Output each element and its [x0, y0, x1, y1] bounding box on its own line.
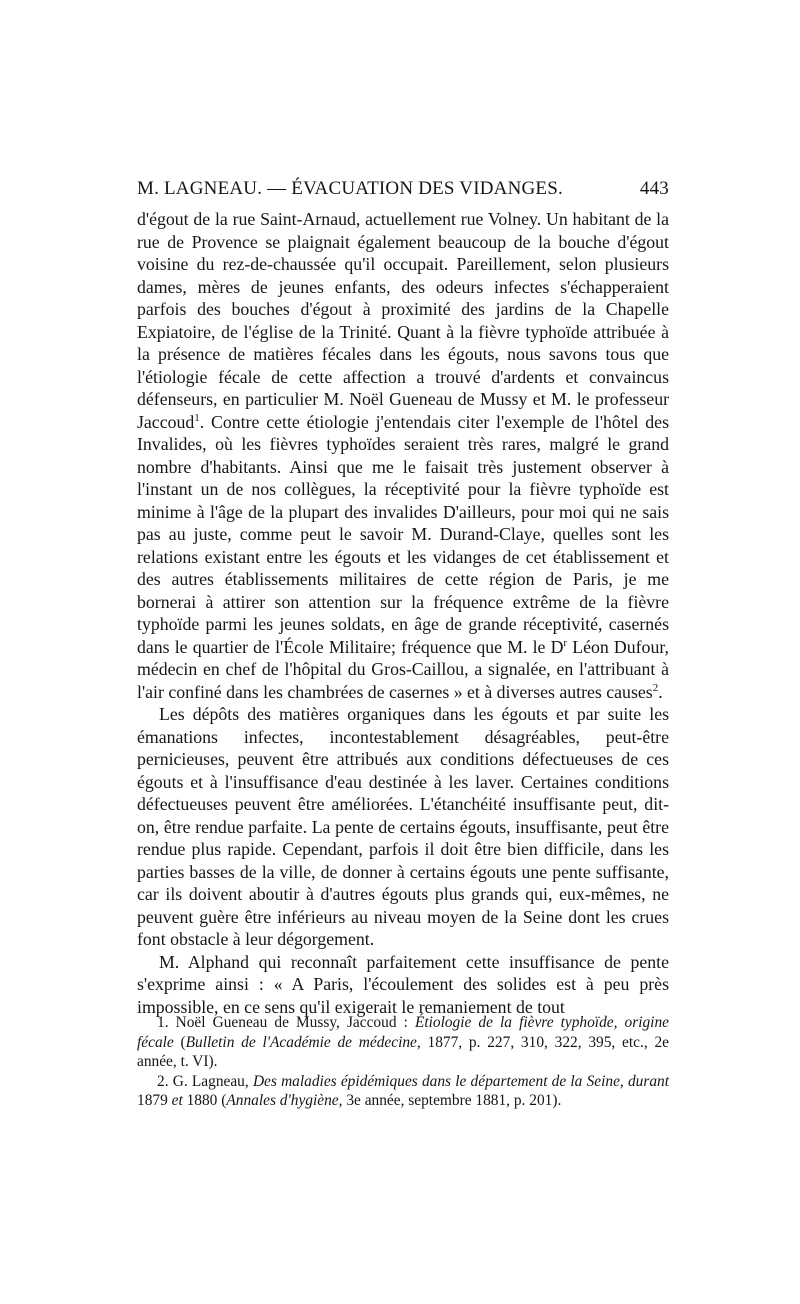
footnote-1-title: Étiologie de la fièvre typhoïde, origine fécale: [137, 1014, 669, 1051]
paragraph-2: Les dépôts des matières organiques dans les égouts et par suite les émanations infectes, incontestablement désagréables, peut-être pernicieuses, peuvent être attribués aux conditions défectueuses de ces égouts et à l'insuffisance d'eau destinée à les laver. Certaines conditions défectueuses peuvent être améliorées. L'étanchéité insuffisante peut, dit-on, être rendue parfaite. La pente de certains égouts, insuffisante, peut être rendue plus rapide. Cependant, parfois il doit être bien difficile, dans les parties basses de la ville, de donner à certains égouts une pente suffisante, car ils doivent aboutir à d'autres égouts plus grands qui, eux-mêmes, ne peuvent guère être inférieurs au niveau moyen de la Seine dont les crues font obstacle à leur dégorgement.: [137, 704, 669, 949]
footnote-2-journal: Annales d'hygiène: [226, 1092, 339, 1110]
paragraph-1: [137, 208, 669, 703]
paragraph-3: M. Alphand qui reconnaît parfaitement cette insuffisance de pente s'exprime ainsi : « A Paris, l'écoulement des solides est à peu près impossible, en ce sens qu'il exigerait le remaniement de tout: [137, 951, 669, 1017]
paragraph-1-part-d: .: [658, 681, 663, 702]
footnote-1: [137, 1013, 669, 1072]
header-title: M. LAGNEAU. — ÉVACUATION DES VIDANGES.: [137, 178, 563, 199]
footnote-2-details: , 3e année, septembre 1881, p. 201).: [338, 1092, 562, 1110]
footnote-1-authors: 1. Noël Gueneau de Mussy, Jaccoud :: [157, 1014, 415, 1031]
footnotes: [137, 1013, 669, 1111]
paragraph-1-part-a: d'égout de la rue Saint-Arnaud, actuellement rue Volney. Un habitant de la rue de Provence se plaignait également beaucoup de la bouche d'égout voisine du rez-de-chaussée qu'il occupait. Pareillement, selon plusieurs dames, mères de jeunes enfants, des odeurs infectes s'échapperaient parfois des bouches d'égout à proximité des jardins de la Chapelle Expiatoire, de l'église de la Trinité. Quant à la fièvre typhoïde attribuée à la présence de matières fécales dans les égouts, nous savons tous que l'étiologie fécale de cette affection a trouvé d'ardents et convaincus défenseurs, en particulier M. Noël Gueneau de Mussy et M. le professeur Jaccoud: [137, 209, 669, 432]
footnote-ref-1: 1: [194, 411, 200, 424]
paragraph-1-part-c: Léon Dufour, médecin en chef de l'hôpital du Gros-Caillou, a signalée, en l'attribuant à l'air confiné dans les chambrées de casernes » et à diverses autres causes: [137, 636, 669, 702]
paragraph-1-part-b: . Contre cette étiologie j'entendais citer l'exemple de l'hôtel des Invalides, où les fièvres typhoïdes seraient très rares, malgré le grand nombre d'habitants. Ainsi que me le faisait très justement observer à l'instant un de nos collègues, la réceptivité pour la fièvre typhoïde est minime à l'âge de la plupart des invalides D'ailleurs, pour moi qui ne sais pas au juste, comme peut le savoir M. Durand-Claye, quelles sont les relations existant entre les égouts et les vidanges de cet établissement et des autres établissements militaires de cette région de Paris, je me bornerai à attirer son attention sur la fréquence extrême de la fièvre typhoïde parmi les jeunes soldats, en âge de grande réceptivité, casernés dans le quartier de l'École Militaire; fréquence que M. le D: [137, 411, 669, 657]
footnote-2-year-2: 1880 (: [182, 1092, 227, 1110]
footnote-2-title: Des maladies épidémiques dans le département de la Seine, durant: [252, 1072, 669, 1090]
doctor-abbrev-sup: r: [563, 636, 568, 649]
footnote-1-paren: (: [173, 1033, 186, 1051]
footnote-2-conj: et: [171, 1092, 183, 1110]
main-text: [137, 208, 669, 1018]
footnote-2-author: 2. G. Lagneau,: [157, 1072, 253, 1090]
page-number: 443: [639, 178, 669, 199]
footnote-1-journal: Bulletin de l'Académie de médecine: [185, 1033, 417, 1051]
footnote-2: [137, 1072, 669, 1111]
footnote-ref-2: 2: [652, 681, 659, 694]
running-header: [137, 178, 669, 200]
footnote-1-pages: , 1877, p. 227, 310, 322, 395, etc., 2e année, t. VI).: [137, 1033, 669, 1071]
footnote-2-year-1: 1879: [137, 1092, 172, 1110]
